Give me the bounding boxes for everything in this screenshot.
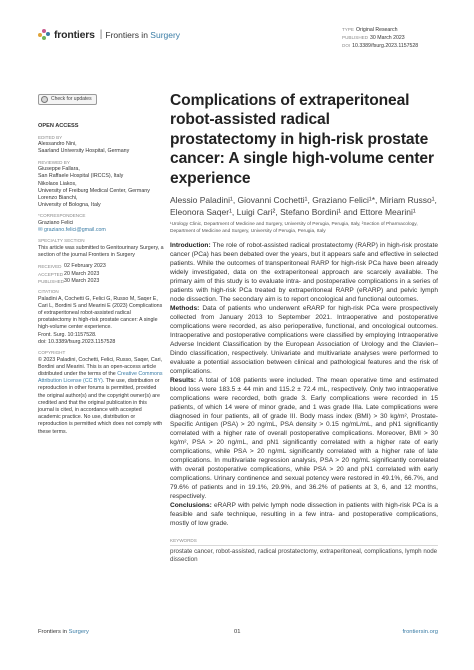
journal-prefix: Frontiers in <box>105 29 148 40</box>
brand-name: frontiers <box>54 28 95 41</box>
date-accepted: ACCEPTED 20 March 2023 <box>38 270 100 277</box>
abstract-results: Results: A total of 108 patients were included. The mean operative time and estimated blood loss were 183.5 ± 44 min and 115.2 ± 72.4 mL, respectively. Only two intraoperative complications were recorded, both grade 3. Early complications were recorded in 15 patients, of which 14 were of minor grade, and 1 was grade IIIa. Late complications were diagnosed in four patients, all of grade III. Body mass index (BMI) > 30 kg/m², Prostate-Specific Antigen (PSA) > 20 ng/mL, PSA density > 0.15 ng/mL/mL, and pN1 significantly correlated with a higher rate of overall postoperative complications. Moreover, BMI > 30 kg/m², PSA > 20 ng/mL, and pN1 significantly correlated with a higher rate of early complications, while PSA > 20 ng/mL significantly correlated with a higher rate of late complications. In multivariate regression analysis, PSA > 20 ng/mL significantly correlated with overall postoperative complications, while PSA > 20 and pN1 correlated with early complications. Urinary continence and sexual potency were restored in 49.1%, 66.7%, and 79.6% of patients and in 19.1%, 29.9%, and 36.2% of patients at 3, 6, and 12 months, respectively. <box>170 376 439 501</box>
frontiers-logo[interactable] <box>38 28 180 41</box>
frontiers-logo-icon <box>38 28 51 41</box>
cc-by-license-link[interactable]: Creative Commons Attribution License (CC BY) <box>38 370 163 385</box>
reviewer-3-name: Lorenzo Bianchi, <box>38 194 78 201</box>
specialty-text: This article was submitted to Genitourinary Surgery, a section of the journal Frontiers in Surgery <box>38 244 164 259</box>
reviewed-by-label: REVIEWED BY <box>38 159 70 165</box>
citation-label: CITATION <box>38 288 59 294</box>
abstract <box>170 242 438 529</box>
check-for-updates-button[interactable] <box>38 94 97 105</box>
update-check-icon <box>41 96 48 103</box>
citation-journal: Front. Surg. 10:1157528. <box>38 331 97 338</box>
specialty-label: SPECIALTY SECTION <box>38 238 85 244</box>
check-updates-label: Check for updates <box>51 96 92 102</box>
keywords-divider <box>170 545 438 546</box>
article-title: Complications of extraperitoneal robot-assisted radical prostatectomy in high-risk prostate cancer: A single high-volume center experience <box>170 92 434 187</box>
correspondence-name: Graziano Felici <box>38 219 74 226</box>
correspondence-email[interactable] <box>38 227 164 234</box>
journal-name <box>105 30 180 40</box>
mail-icon: ✉ <box>38 227 43 234</box>
copyright-text: © 2023 Paladini, Cochetti, Felici, Russo, Saqer, Cari, Bordini and Mearini. This is an open-access article distributed under the terms of the Creative Commons Attribution License (CC BY). The use, distribution or reproduction in other forums is permitted, provided the original author(s) and the copyright owner(s) are credited and that the original publication in this journal is cited, in accordance with accepted academic practice. No use, distribution or reproduction is permitted which does not comply with these terms. <box>38 356 163 435</box>
page-number: 01 <box>234 629 241 635</box>
correspondence-label: *CORRESPONDENCE <box>38 213 86 219</box>
article-meta <box>342 26 418 51</box>
reviewer-1-name: Giuseppe Fallara, <box>38 166 80 173</box>
abstract-conclusions: Conclusions: eRARP with pelvic lymph node dissection in patients with high-risk PCa is a feasible and safe technique, resulting in a few intra- and postoperative complications, mostly of low grade. <box>170 502 438 527</box>
date-published: PUBLISHED 30 March 2023 <box>38 277 100 284</box>
keywords-label: KEYWORDS <box>170 537 197 543</box>
footer-journal: Frontiers in Surgery <box>38 629 89 635</box>
keywords-text: prostate cancer, robot-assisted, radical prostatectomy, extraperitoneal, complications, lymph node dissection <box>170 547 438 564</box>
meta-type: TYPE Original Research <box>342 27 398 33</box>
abstract-methods: Methods: Data of patients who underwent eRARP for high-risk PCa were prospectively collected from January 2013 to September 2021. Intraoperative and postoperative complications were recorded, as also perioperative, functional, and oncological outcomes. Intraoperative and postoperative complications were classified by employing Intraoperative Adverse Incident Classification by the European Association of Urology and the Clavien–Dindo classification, respectively. Univariate and multivariate analyses were performed to evaluate a potential association between clinical and pathological features and the risk of complications. <box>170 305 438 375</box>
citation-text: Paladini A, Cochetti G, Felici G, Russo M, Saqer E, Cari L, Bordini S and Mearini E (2023) Complications of extraperitoneal robot-assisted radical prostatectomy in high-risk prostate cancer: A single high-volume center experience. <box>38 295 163 331</box>
affiliations: ¹Urology Clinic, Department of Medicine and Surgery, University of Perugia, Perugia, Italy, ²Section of Pharmacology, Department of Medicine and Surgery, University of Perugia, Perugia, Italy <box>170 222 418 234</box>
reviewer-3-affiliation: University of Bologna, Italy <box>38 202 101 209</box>
article-main <box>170 91 438 564</box>
header-separator: | <box>99 29 103 40</box>
open-access-label: OPEN ACCESS <box>38 123 79 130</box>
meta-doi: DOI 10.3389/fsurg.2023.1157528 <box>342 43 419 50</box>
correspondence-email-text: graziano.felici@gmail.com <box>43 227 106 234</box>
author-list: Alessio Paladini¹, Giovanni Cochetti¹, Graziano Felici¹*, Miriam Russo¹, Eleonora Saqer¹, Luigi Cari², Stefano Bordini¹ and Ettore Mearini¹ <box>170 195 437 218</box>
reviewer-1-affiliation: San Raffaele Hospital (IRCCS), Italy <box>38 173 124 180</box>
meta-published: PUBLISHED 30 March 2023 <box>342 35 405 42</box>
journal-topic: Surgery <box>150 29 181 40</box>
edited-by-label: EDITED BY <box>38 134 63 140</box>
citation-doi[interactable]: doi: 10.3389/fsurg.2023.1157528 <box>38 338 116 345</box>
dates-block <box>38 263 164 285</box>
reviewer-2-name: Nikolaos Liakos, <box>38 180 77 187</box>
reviewer-2-affiliation: University of Freiburg Medical Center, Germany <box>38 187 150 194</box>
footer-site-link[interactable]: frontiersin.org <box>402 629 438 635</box>
editor-affiliation: Saarland University Hospital, Germany <box>38 148 130 155</box>
copyright-label: COPYRIGHT <box>38 349 66 355</box>
abstract-introduction: Introduction: The role of robot-assisted radical prostatectomy (RARP) in high-risk prostate cancer (PCa) has been debated over the years, but it appears safe and effective in selected patients. While the outcomes of transperitoneal RARP for high-risk PCa have been already widely investigated, data on the extraperitoneal approach are scarcely available. The primary aim of this study is to evaluate intra- and postoperative complications in a series of patients with high-risk PCa treated by extraperitoneal RARP (eRARP) and pelvic lymph node dissection. The secondary aim is to report oncological and functional outcomes. <box>170 242 438 304</box>
date-received: RECEIVED 02 February 2023 <box>38 263 106 270</box>
editor-name: Alessandro Nini, <box>38 141 77 148</box>
sidebar <box>38 94 164 436</box>
